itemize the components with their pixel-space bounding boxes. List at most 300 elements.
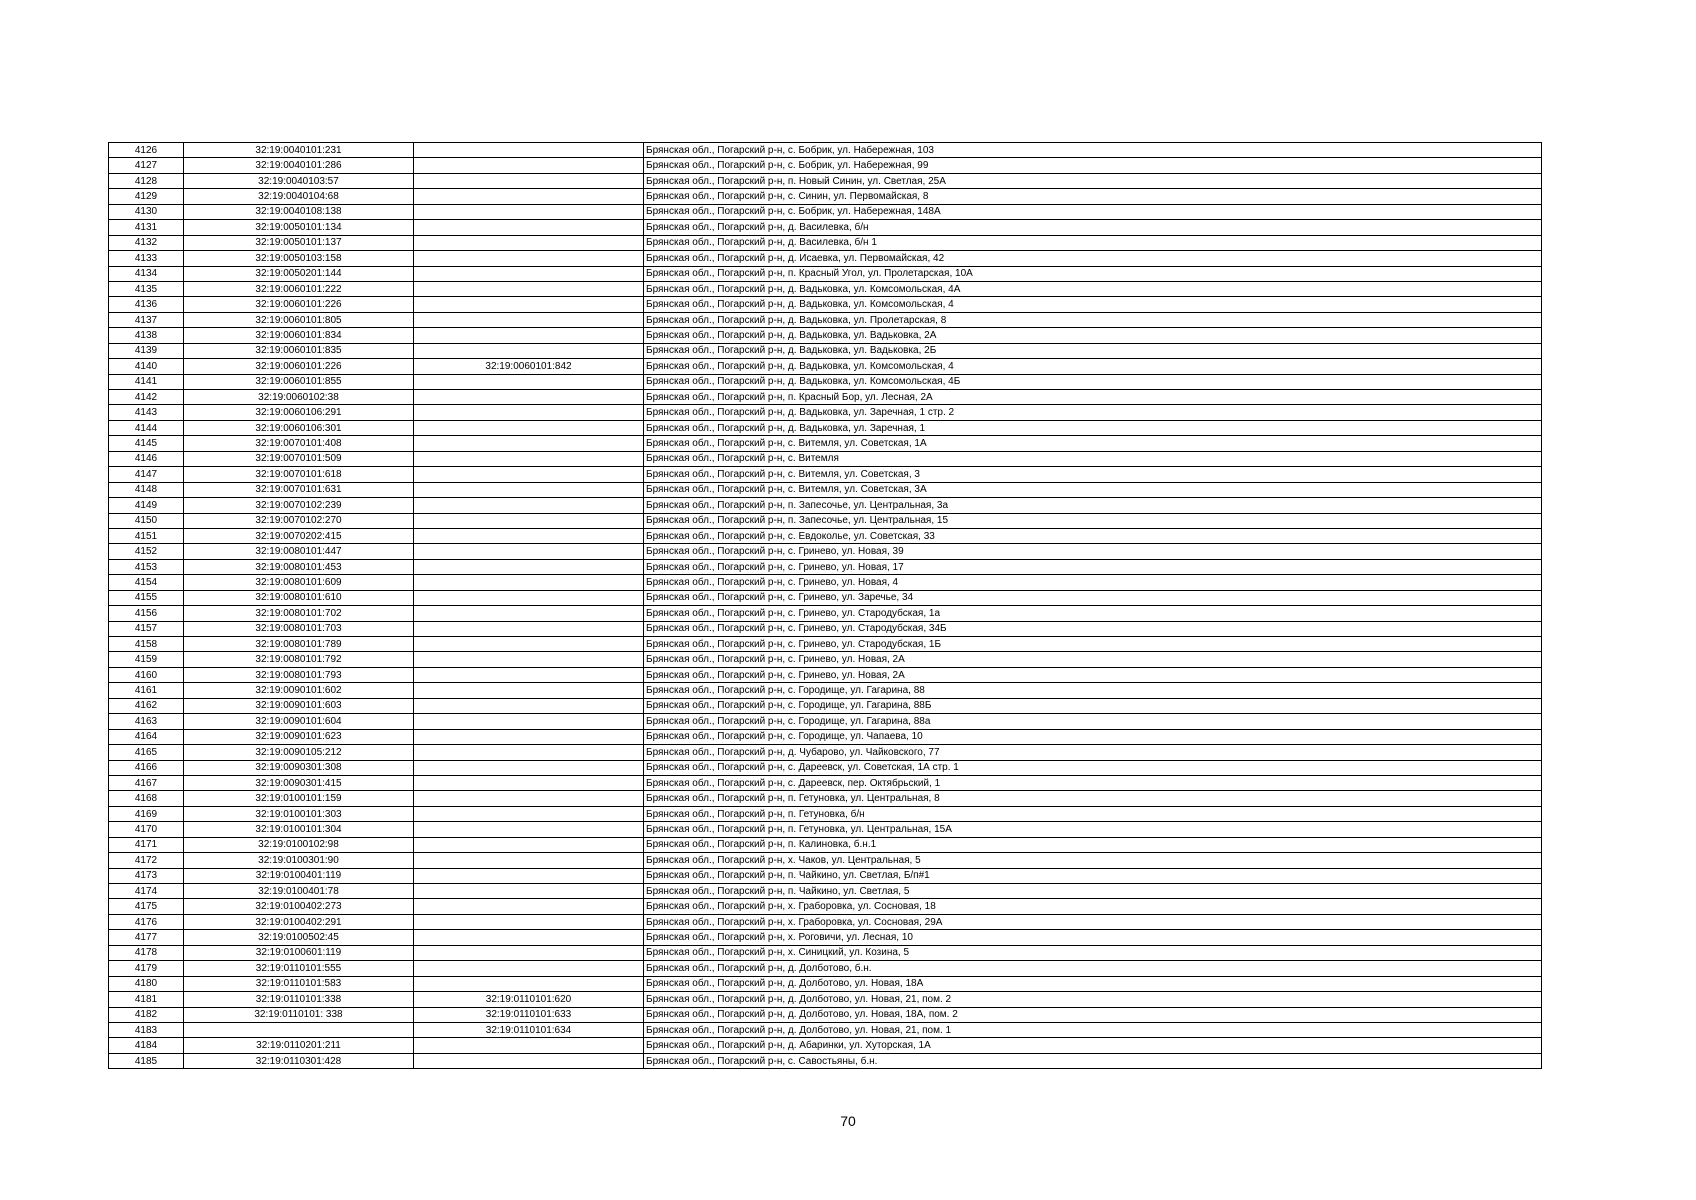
related-cadastral-number: 32:19:0060101:842 <box>414 359 644 374</box>
related-cadastral-number <box>414 637 644 652</box>
cadastral-number: 32:19:0080101:447 <box>184 544 414 559</box>
row-number: 4145 <box>109 436 184 451</box>
cadastral-number: 32:19:0090101:603 <box>184 698 414 713</box>
cadastral-number: 32:19:0090101:602 <box>184 683 414 698</box>
cadastral-number: 32:19:0100102:98 <box>184 837 414 852</box>
address: Брянская обл., Погарский р-н, с. Гринево, ул. Новая, 17 <box>644 559 1542 574</box>
cadastral-number: 32:19:0060102:38 <box>184 390 414 405</box>
address: Брянская обл., Погарский р-н, с. Гринево, ул. Стародубская, 34Б <box>644 621 1542 636</box>
address: Брянская обл., Погарский р-н, с. Гринево, ул. Новая, 4 <box>644 575 1542 590</box>
related-cadastral-number <box>414 822 644 837</box>
address: Брянская обл., Погарский р-н, д. Долботово, ул. Новая, 18А, пом. 2 <box>644 1007 1542 1022</box>
cadastral-number: 32:19:0080101:789 <box>184 637 414 652</box>
row-number: 4155 <box>109 590 184 605</box>
cadastral-number: 32:19:0040101:231 <box>184 143 414 158</box>
row-number: 4160 <box>109 667 184 682</box>
related-cadastral-number <box>414 312 644 327</box>
cadastral-number: 32:19:0080101:702 <box>184 606 414 621</box>
row-number: 4149 <box>109 498 184 513</box>
address: Брянская обл., Погарский р-н, д. Вадьковка, ул. Заречная, 1 стр. 2 <box>644 405 1542 420</box>
cadastral-number: 32:19:0040101:286 <box>184 158 414 173</box>
address: Брянская обл., Погарский р-н, с. Городище, ул. Гагарина, 88а <box>644 714 1542 729</box>
related-cadastral-number <box>414 961 644 976</box>
table-row <box>109 992 1542 1007</box>
row-number: 4141 <box>109 374 184 389</box>
table-row <box>109 204 1542 219</box>
row-number: 4162 <box>109 698 184 713</box>
related-cadastral-number <box>414 297 644 312</box>
address: Брянская обл., Погарский р-н, п. Гетуновка, б/н <box>644 806 1542 821</box>
address: Брянская обл., Погарский р-н, с. Бобрик, ул. Набережная, 103 <box>644 143 1542 158</box>
row-number: 4156 <box>109 606 184 621</box>
table-row <box>109 667 1542 682</box>
address: Брянская обл., Погарский р-н, х. Граборовка, ул. Сосновая, 18 <box>644 899 1542 914</box>
address: Брянская обл., Погарский р-н, д. Вадьковка, ул. Вадьковка, 2А <box>644 328 1542 343</box>
row-number: 4164 <box>109 729 184 744</box>
cadastral-number: 32:19:0060101:226 <box>184 297 414 312</box>
address: Брянская обл., Погарский р-н, с. Витемля, ул. Советская, 1А <box>644 436 1542 451</box>
row-number: 4131 <box>109 220 184 235</box>
row-number: 4154 <box>109 575 184 590</box>
row-number: 4130 <box>109 204 184 219</box>
related-cadastral-number <box>414 683 644 698</box>
related-cadastral-number <box>414 1053 644 1068</box>
table-row <box>109 266 1542 281</box>
table-row <box>109 683 1542 698</box>
row-number: 4181 <box>109 992 184 1007</box>
address: Брянская обл., Погарский р-н, п. Новый Синин, ул. Светлая, 25А <box>644 173 1542 188</box>
table-row <box>109 235 1542 250</box>
row-number: 4161 <box>109 683 184 698</box>
address: Брянская обл., Погарский р-н, с. Гринево, ул. Новая, 2А <box>644 652 1542 667</box>
table-row <box>109 775 1542 790</box>
related-cadastral-number <box>414 204 644 219</box>
table-row <box>109 482 1542 497</box>
address: Брянская обл., Погарский р-н, д. Абаринки, ул. Хуторская, 1А <box>644 1038 1542 1053</box>
related-cadastral-number <box>414 405 644 420</box>
related-cadastral-number <box>414 544 644 559</box>
cadastral-number: 32:19:0100101:304 <box>184 822 414 837</box>
table-row <box>109 590 1542 605</box>
table-row <box>109 914 1542 929</box>
address: Брянская обл., Погарский р-н, х. Граборовка, ул. Сосновая, 29А <box>644 914 1542 929</box>
row-number: 4184 <box>109 1038 184 1053</box>
table-row <box>109 652 1542 667</box>
related-cadastral-number <box>414 189 644 204</box>
cadastral-number: 32:19:0080101:793 <box>184 667 414 682</box>
related-cadastral-number <box>414 775 644 790</box>
row-number: 4135 <box>109 281 184 296</box>
table-row <box>109 328 1542 343</box>
cadastral-number: 32:19:0090101:623 <box>184 729 414 744</box>
address: Брянская обл., Погарский р-н, х. Роговичи, ул. Лесная, 10 <box>644 930 1542 945</box>
row-number: 4143 <box>109 405 184 420</box>
address: Брянская обл., Погарский р-н, с. Городище, ул. Гагарина, 88Б <box>644 698 1542 713</box>
row-number: 4127 <box>109 158 184 173</box>
related-cadastral-number <box>414 760 644 775</box>
cadastral-number: 32:19:0060101:834 <box>184 328 414 343</box>
related-cadastral-number <box>414 976 644 991</box>
cadastral-number: 32:19:0080101:792 <box>184 652 414 667</box>
table-row <box>109 420 1542 435</box>
table-row <box>109 297 1542 312</box>
related-cadastral-number <box>414 1038 644 1053</box>
address: Брянская обл., Погарский р-н, с. Гринево, ул. Стародубская, 1Б <box>644 637 1542 652</box>
row-number: 4180 <box>109 976 184 991</box>
table-row <box>109 544 1542 559</box>
cadastral-number: 32:19:0080101:609 <box>184 575 414 590</box>
row-number: 4133 <box>109 251 184 266</box>
address: Брянская обл., Погарский р-н, п. Красный Бор, ул. Лесная, 2А <box>644 390 1542 405</box>
cadastral-number: 32:19:0100402:291 <box>184 914 414 929</box>
cadastral-number: 32:19:0050201:144 <box>184 266 414 281</box>
address: Брянская обл., Погарский р-н, д. Долботово, ул. Новая, 21, пом. 2 <box>644 992 1542 1007</box>
related-cadastral-number <box>414 251 644 266</box>
row-number: 4150 <box>109 513 184 528</box>
table-row <box>109 745 1542 760</box>
row-number: 4148 <box>109 482 184 497</box>
table-row <box>109 559 1542 574</box>
row-number: 4165 <box>109 745 184 760</box>
registry-table-body <box>109 143 1542 1069</box>
address: Брянская обл., Погарский р-н, п. Калиновка, б.н.1 <box>644 837 1542 852</box>
row-number: 4140 <box>109 359 184 374</box>
address: Брянская обл., Погарский р-н, п. Гетуновка, ул. Центральная, 8 <box>644 791 1542 806</box>
row-number: 4168 <box>109 791 184 806</box>
address: Брянская обл., Погарский р-н, д. Вадьковка, ул. Комсомольская, 4Б <box>644 374 1542 389</box>
related-cadastral-number <box>414 575 644 590</box>
related-cadastral-number: 32:19:0110101:633 <box>414 1007 644 1022</box>
address: Брянская обл., Погарский р-н, с. Гринево, ул. Новая, 39 <box>644 544 1542 559</box>
cadastral-number: 32:19:0050101:134 <box>184 220 414 235</box>
cadastral-number: 32:19:0060101:835 <box>184 343 414 358</box>
address: Брянская обл., Погарский р-н, с. Дареевск, ул. Советская, 1А стр. 1 <box>644 760 1542 775</box>
row-number: 4166 <box>109 760 184 775</box>
cadastral-number: 32:19:0100101:159 <box>184 791 414 806</box>
cadastral-number: 32:19:0100301:90 <box>184 853 414 868</box>
related-cadastral-number <box>414 467 644 482</box>
related-cadastral-number <box>414 281 644 296</box>
cadastral-number: 32:19:0040103:57 <box>184 173 414 188</box>
table-row <box>109 528 1542 543</box>
table-row <box>109 467 1542 482</box>
cadastral-number: 32:19:0100101:303 <box>184 806 414 821</box>
address: Брянская обл., Погарский р-н, д. Василевка, б/н 1 <box>644 235 1542 250</box>
row-number: 4176 <box>109 914 184 929</box>
address: Брянская обл., Погарский р-н, д. Василевка, б/н <box>644 220 1542 235</box>
address: Брянская обл., Погарский р-н, д. Чубарово, ул. Чайковского, 77 <box>644 745 1542 760</box>
address: Брянская обл., Погарский р-н, д. Вадьковка, ул. Комсомольская, 4 <box>644 359 1542 374</box>
row-number: 4136 <box>109 297 184 312</box>
related-cadastral-number <box>414 559 644 574</box>
row-number: 4175 <box>109 899 184 914</box>
page-number: 70 <box>840 1113 856 1129</box>
related-cadastral-number <box>414 667 644 682</box>
related-cadastral-number <box>414 806 644 821</box>
related-cadastral-number <box>414 930 644 945</box>
table-row <box>109 621 1542 636</box>
cadastral-number: 32:19:0110301:428 <box>184 1053 414 1068</box>
related-cadastral-number <box>414 837 644 852</box>
cadastral-number: 32:19:0070101:631 <box>184 482 414 497</box>
table-row <box>109 637 1542 652</box>
table-row <box>109 575 1542 590</box>
related-cadastral-number <box>414 498 644 513</box>
cadastral-number: 32:19:0040104:68 <box>184 189 414 204</box>
table-row <box>109 374 1542 389</box>
table-row <box>109 281 1542 296</box>
table-row <box>109 359 1542 374</box>
cadastral-number: 32:19:0090101:604 <box>184 714 414 729</box>
table-row <box>109 760 1542 775</box>
related-cadastral-number <box>414 884 644 899</box>
table-row <box>109 390 1542 405</box>
row-number: 4172 <box>109 853 184 868</box>
row-number: 4167 <box>109 775 184 790</box>
table-row <box>109 606 1542 621</box>
related-cadastral-number <box>414 173 644 188</box>
related-cadastral-number <box>414 745 644 760</box>
cadastral-number: 32:19:0060106:291 <box>184 405 414 420</box>
cadastral-number: 32:19:0060101:226 <box>184 359 414 374</box>
table-row <box>109 945 1542 960</box>
address: Брянская обл., Погарский р-н, с. Гринево, ул. Новая, 2А <box>644 667 1542 682</box>
row-number: 4159 <box>109 652 184 667</box>
related-cadastral-number <box>414 714 644 729</box>
related-cadastral-number: 32:19:0110101:620 <box>414 992 644 1007</box>
row-number: 4178 <box>109 945 184 960</box>
address: Брянская обл., Погарский р-н, с. Гринево, ул. Заречье, 34 <box>644 590 1542 605</box>
related-cadastral-number <box>414 220 644 235</box>
address: Брянская обл., Погарский р-н, с. Витемля, ул. Советская, 3А <box>644 482 1542 497</box>
address: Брянская обл., Погарский р-н, с. Синин, ул. Первомайская, 8 <box>644 189 1542 204</box>
address: Брянская обл., Погарский р-н, с. Евдоколье, ул. Советская, 33 <box>644 528 1542 543</box>
table-row <box>109 251 1542 266</box>
related-cadastral-number <box>414 791 644 806</box>
address: Брянская обл., Погарский р-н, д. Вадьковка, ул. Вадьковка, 2Б <box>644 343 1542 358</box>
table-row <box>109 312 1542 327</box>
table-row <box>109 884 1542 899</box>
address: Брянская обл., Погарский р-н, д. Вадьковка, ул. Пролетарская, 8 <box>644 312 1542 327</box>
cadastral-number: 32:19:0090301:415 <box>184 775 414 790</box>
address: Брянская обл., Погарский р-н, п. Гетуновка, ул. Центральная, 15А <box>644 822 1542 837</box>
related-cadastral-number <box>414 914 644 929</box>
row-number: 4137 <box>109 312 184 327</box>
table-row <box>109 343 1542 358</box>
table-row <box>109 853 1542 868</box>
row-number: 4183 <box>109 1022 184 1037</box>
table-row <box>109 436 1542 451</box>
table-row <box>109 791 1542 806</box>
table-row <box>109 837 1542 852</box>
row-number: 4146 <box>109 451 184 466</box>
cadastral-number: 32:19:0080101:610 <box>184 590 414 605</box>
row-number: 4158 <box>109 637 184 652</box>
cadastral-number: 32:19:0110101: 338 <box>184 1007 414 1022</box>
address: Брянская обл., Погарский р-н, с. Гринево, ул. Стародубская, 1а <box>644 606 1542 621</box>
address: Брянская обл., Погарский р-н, д. Долботово, ул. Новая, 21, пом. 1 <box>644 1022 1542 1037</box>
address: Брянская обл., Погарский р-н, с. Витемля, ул. Советская, 3 <box>644 467 1542 482</box>
related-cadastral-number <box>414 143 644 158</box>
table-row <box>109 868 1542 883</box>
related-cadastral-number <box>414 390 644 405</box>
related-cadastral-number <box>414 729 644 744</box>
table-row <box>109 714 1542 729</box>
related-cadastral-number <box>414 420 644 435</box>
table-row <box>109 729 1542 744</box>
cadastral-number: 32:19:0070102:239 <box>184 498 414 513</box>
related-cadastral-number <box>414 899 644 914</box>
table-row <box>109 143 1542 158</box>
row-number: 4147 <box>109 467 184 482</box>
row-number: 4126 <box>109 143 184 158</box>
cadastral-number: 32:19:0050101:137 <box>184 235 414 250</box>
table-row <box>109 961 1542 976</box>
cadastral-number <box>184 1022 414 1037</box>
related-cadastral-number <box>414 513 644 528</box>
address: Брянская обл., Погарский р-н, с. Городище, ул. Чапаева, 10 <box>644 729 1542 744</box>
row-number: 4144 <box>109 420 184 435</box>
related-cadastral-number <box>414 266 644 281</box>
related-cadastral-number <box>414 621 644 636</box>
cadastral-number: 32:19:0100401:119 <box>184 868 414 883</box>
row-number: 4129 <box>109 189 184 204</box>
address: Брянская обл., Погарский р-н, п. Чайкино, ул. Светлая, 5 <box>644 884 1542 899</box>
row-number: 4171 <box>109 837 184 852</box>
row-number: 4177 <box>109 930 184 945</box>
registry-table <box>108 142 1542 1069</box>
related-cadastral-number <box>414 328 644 343</box>
row-number: 4151 <box>109 528 184 543</box>
address: Брянская обл., Погарский р-н, х. Чаков, ул. Центральная, 5 <box>644 853 1542 868</box>
table-row <box>109 451 1542 466</box>
address: Брянская обл., Погарский р-н, с. Витемля <box>644 451 1542 466</box>
address: Брянская обл., Погарский р-н, п. Чайкино, ул. Светлая, Б/п#1 <box>644 868 1542 883</box>
cadastral-number: 32:19:0060106:301 <box>184 420 414 435</box>
cadastral-number: 32:19:0100401:78 <box>184 884 414 899</box>
table-row <box>109 513 1542 528</box>
row-number: 4128 <box>109 173 184 188</box>
related-cadastral-number <box>414 590 644 605</box>
row-number: 4185 <box>109 1053 184 1068</box>
address: Брянская обл., Погарский р-н, п. Красный Угол, ул. Пролетарская, 10А <box>644 266 1542 281</box>
related-cadastral-number <box>414 343 644 358</box>
cadastral-number: 32:19:0100402:273 <box>184 899 414 914</box>
address: Брянская обл., Погарский р-н, х. Синицкий, ул. Козина, 5 <box>644 945 1542 960</box>
cadastral-number: 32:19:0100502:45 <box>184 930 414 945</box>
cadastral-number: 32:19:0080101:703 <box>184 621 414 636</box>
cadastral-number: 32:19:0070102:270 <box>184 513 414 528</box>
cadastral-number: 32:19:0060101:855 <box>184 374 414 389</box>
row-number: 4163 <box>109 714 184 729</box>
address: Брянская обл., Погарский р-н, д. Вадьковка, ул. Комсомольская, 4А <box>644 281 1542 296</box>
row-number: 4174 <box>109 884 184 899</box>
related-cadastral-number <box>414 606 644 621</box>
row-number: 4182 <box>109 1007 184 1022</box>
row-number: 4152 <box>109 544 184 559</box>
row-number: 4138 <box>109 328 184 343</box>
table-row <box>109 1022 1542 1037</box>
table-row <box>109 976 1542 991</box>
cadastral-number: 32:19:0070101:408 <box>184 436 414 451</box>
address: Брянская обл., Погарский р-н, д. Вадьковка, ул. Комсомольская, 4 <box>644 297 1542 312</box>
address: Брянская обл., Погарский р-н, п. Запесочье, ул. Центральная, 15 <box>644 513 1542 528</box>
row-number: 4157 <box>109 621 184 636</box>
related-cadastral-number <box>414 652 644 667</box>
table-row <box>109 1038 1542 1053</box>
related-cadastral-number <box>414 482 644 497</box>
related-cadastral-number <box>414 945 644 960</box>
cadastral-number: 32:19:0060101:805 <box>184 312 414 327</box>
table-row <box>109 189 1542 204</box>
row-number: 4139 <box>109 343 184 358</box>
related-cadastral-number: 32:19:0110101:634 <box>414 1022 644 1037</box>
table-row <box>109 158 1542 173</box>
cadastral-number: 32:19:0070101:618 <box>184 467 414 482</box>
table-row <box>109 1007 1542 1022</box>
address: Брянская обл., Погарский р-н, с. Бобрик, ул. Набережная, 99 <box>644 158 1542 173</box>
cadastral-number: 32:19:0070101:509 <box>184 451 414 466</box>
row-number: 4132 <box>109 235 184 250</box>
address: Брянская обл., Погарский р-н, д. Долботово, ул. Новая, 18А <box>644 976 1542 991</box>
address: Брянская обл., Погарский р-н, д. Долботово, б.н. <box>644 961 1542 976</box>
table-row <box>109 498 1542 513</box>
table-row <box>109 806 1542 821</box>
row-number: 4173 <box>109 868 184 883</box>
row-number: 4142 <box>109 390 184 405</box>
address: Брянская обл., Погарский р-н, с. Городище, ул. Гагарина, 88 <box>644 683 1542 698</box>
row-number: 4179 <box>109 961 184 976</box>
related-cadastral-number <box>414 698 644 713</box>
row-number: 4170 <box>109 822 184 837</box>
table-row <box>109 173 1542 188</box>
row-number: 4169 <box>109 806 184 821</box>
address: Брянская обл., Погарский р-н, п. Запесочье, ул. Центральная, 3а <box>644 498 1542 513</box>
cadastral-number: 32:19:0040108:138 <box>184 204 414 219</box>
related-cadastral-number <box>414 374 644 389</box>
table-row <box>109 899 1542 914</box>
table-row <box>109 405 1542 420</box>
cadastral-number: 32:19:0110201:211 <box>184 1038 414 1053</box>
related-cadastral-number <box>414 528 644 543</box>
address: Брянская обл., Погарский р-н, с. Бобрик, ул. Набережная, 148А <box>644 204 1542 219</box>
related-cadastral-number <box>414 868 644 883</box>
cadastral-number: 32:19:0110101:555 <box>184 961 414 976</box>
address: Брянская обл., Погарский р-н, д. Исаевка, ул. Первомайская, 42 <box>644 251 1542 266</box>
address: Брянская обл., Погарский р-н, с. Дареевск, пер. Октябрьский, 1 <box>644 775 1542 790</box>
table-row <box>109 930 1542 945</box>
cadastral-number: 32:19:0090301:308 <box>184 760 414 775</box>
cadastral-number: 32:19:0110101:338 <box>184 992 414 1007</box>
table-row <box>109 698 1542 713</box>
row-number: 4134 <box>109 266 184 281</box>
related-cadastral-number <box>414 436 644 451</box>
related-cadastral-number <box>414 235 644 250</box>
cadastral-number: 32:19:0110101:583 <box>184 976 414 991</box>
cadastral-number: 32:19:0060101:222 <box>184 281 414 296</box>
table-row <box>109 220 1542 235</box>
address: Брянская обл., Погарский р-н, с. Савостьяны, б.н. <box>644 1053 1542 1068</box>
cadastral-number: 32:19:0090105:212 <box>184 745 414 760</box>
table-row <box>109 1053 1542 1068</box>
cadastral-number: 32:19:0050103:158 <box>184 251 414 266</box>
cadastral-number: 32:19:0100601:119 <box>184 945 414 960</box>
cadastral-number: 32:19:0080101:453 <box>184 559 414 574</box>
related-cadastral-number <box>414 853 644 868</box>
cadastral-number: 32:19:0070202:415 <box>184 528 414 543</box>
row-number: 4153 <box>109 559 184 574</box>
related-cadastral-number <box>414 451 644 466</box>
